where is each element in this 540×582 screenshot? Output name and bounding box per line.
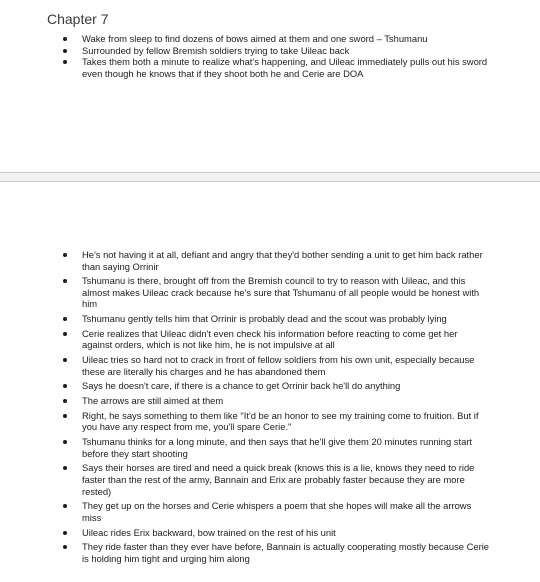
chapter-heading: Chapter 7 xyxy=(47,11,109,27)
list-item: Says their horses are tired and need a quick break (knows this is a lie, knows they need to ride faster than the rest of the army, Bannain and Erix are probably faster because they are more rested) xyxy=(60,462,490,497)
document-page-bottom xyxy=(0,182,540,582)
page-break-divider xyxy=(0,172,540,182)
list-item: Uileac rides Erix backward, bow trained on the rest of his unit xyxy=(60,527,490,539)
list-item: Cerie realizes that Uileac didn't even check his information before reacting to come get her against orders, which is not like him, he is not impulsive at all xyxy=(60,328,490,351)
list-item: Right, he says something to them like "It'd be an honor to see my training come to fruition. But if you have any respect from me, you'll spare Cerie." xyxy=(60,410,490,433)
list-item: Tshumanu is there, brought off from the Bremish council to try to reason with Uileac, and this almost makes Uileac crack because he's sure that Tshumanu of all people would be honest with him xyxy=(60,275,490,310)
list-item: Says he doesn't care, if there is a chance to get Orrinir back he'll do anything xyxy=(60,380,490,392)
list-item: Uileac tries so hard not to crack in front of fellow soldiers from his own unit, especially because these are literally his charges and he has abandoned them xyxy=(60,354,490,377)
list-item: Takes them both a minute to realize what's happening, and Uileac immediately pulls out his sword even though he knows that if they shoot both he and Cerie are DOA xyxy=(60,56,490,79)
list-item: He's not having it at all, defiant and angry that they'd bother sending a unit to get him back rather than saying Orrinir xyxy=(60,249,490,272)
list-item: Wake from sleep to find dozens of bows aimed at them and one sword – Tshumanu xyxy=(60,33,490,45)
list-item: They ride faster than they ever have before, Bannain is actually cooperating mostly because Cerie is holding him tight and urging him along xyxy=(60,541,490,564)
list-item: Surrounded by fellow Bremish soldiers trying to take Uileac back xyxy=(60,45,490,57)
list-item: The arrows are still aimed at them xyxy=(60,395,490,407)
list-item: Tshumanu gently tells him that Orrinir is probably dead and the scout was probably lying xyxy=(60,313,490,325)
list-item: Tshumanu thinks for a long minute, and then says that he'll give them 20 minutes running start before they start shooting xyxy=(60,436,490,459)
bullet-list-bottom xyxy=(60,249,490,567)
document-page-top xyxy=(0,0,540,172)
list-item: They get up on the horses and Cerie whispers a poem that she hopes will make all the arrows miss xyxy=(60,500,490,523)
bullet-list-top xyxy=(60,33,490,79)
